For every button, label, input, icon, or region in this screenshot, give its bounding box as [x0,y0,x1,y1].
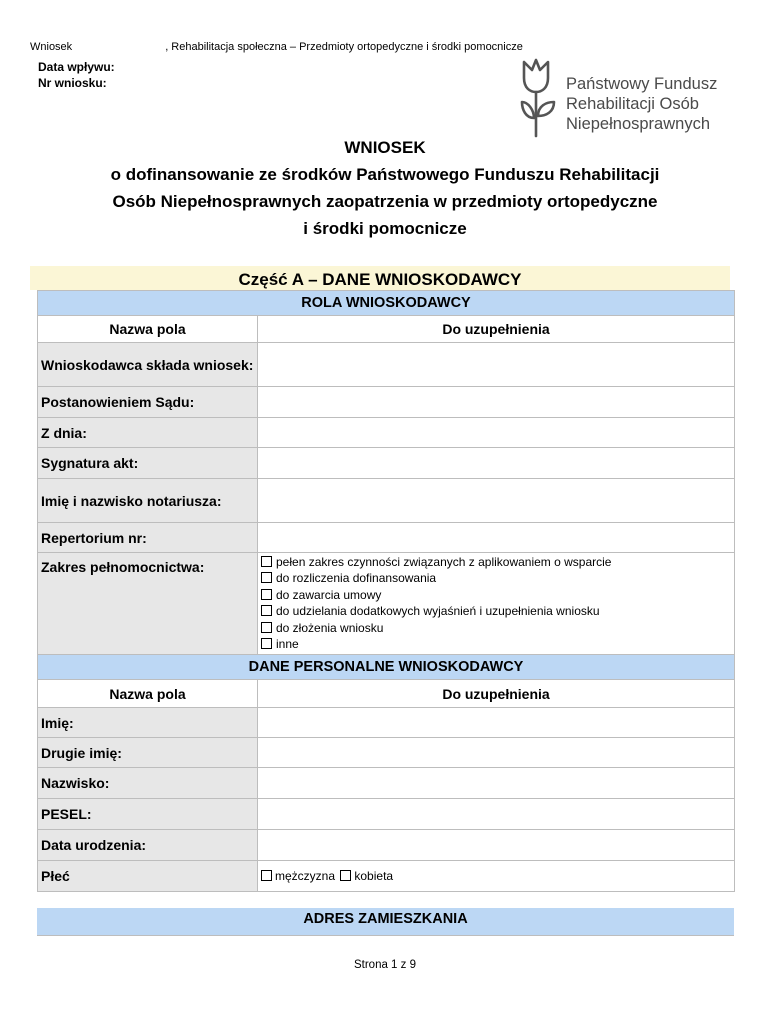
case-number-field[interactable] [258,448,735,479]
power-of-attorney-label: Zakres pełnomocnictwa: [38,553,258,657]
checkbox-icon[interactable] [261,589,272,600]
date-label: Z dnia: [38,418,258,448]
checkbox-icon[interactable] [261,572,272,583]
pesel-label: PESEL: [38,799,258,830]
pfron-logo [514,56,734,140]
form-name: Wniosek [30,41,73,53]
column-header-value: Do uzupełnienia [258,316,735,343]
gender-option-female[interactable] [338,869,393,883]
gender-female-label: kobieta [354,869,394,883]
pesel-field[interactable] [258,799,735,830]
scope-option[interactable] [261,636,731,652]
gender-label: Płeć [38,861,258,892]
checkbox-icon[interactable] [261,556,272,567]
notary-name-field[interactable] [258,479,735,523]
column-header-field: Nazwa pola [38,680,258,708]
applicant-submits-label: Wnioskodawca składa wniosek: [38,343,258,387]
second-name-label: Drugie imię: [38,738,258,768]
scope-option[interactable] [261,620,731,636]
birth-date-field[interactable] [258,830,735,861]
title-line-2: o dofinansowanie ze środków Państwowego Funduszu Rehabilitacji [110,165,660,184]
checkbox-icon[interactable] [340,870,351,881]
date-received-label: Data wpływu: [38,60,115,74]
document-title [0,134,770,242]
first-name-field[interactable] [258,708,735,738]
personal-data-table [37,654,735,892]
scope-option-label: do udzielania dodatkowych wyjaśnień i uzupełnienia wniosku [276,604,600,619]
first-name-label: Imię: [38,708,258,738]
scope-option[interactable] [261,603,731,619]
case-number-label: Sygnatura akt: [38,448,258,479]
checkbox-icon[interactable] [261,605,272,616]
court-decision-field[interactable] [258,387,735,418]
scope-option-label: inne [276,637,299,652]
logo-line-3: Niepełnosprawnych [566,115,710,133]
scope-option[interactable] [261,554,731,570]
part-a-title: Część A – DANE WNIOSKODAWCY [30,266,730,290]
title-line-1: WNIOSEK [344,138,426,157]
repertory-number-label: Repertorium nr: [38,523,258,553]
personal-band: DANE PERSONALNE WNIOSKODAWCY [38,655,735,680]
column-header-field: Nazwa pola [38,316,258,343]
gender-male-label: mężczyzna [275,869,336,883]
second-name-field[interactable] [258,738,735,768]
column-header-value: Do uzupełnienia [258,680,735,708]
role-table [37,290,735,657]
surname-label: Nazwisko: [38,768,258,799]
application-number-label: Nr wniosku: [38,76,107,90]
gender-options [258,861,735,892]
document-header [30,41,523,53]
power-of-attorney-options [258,553,735,657]
scope-option-label: pełen zakres czynności związanych z aplikowaniem o wsparcie [276,555,612,569]
logo-line-1: Państwowy Fundusz [566,75,718,93]
applicant-submits-field[interactable] [258,343,735,387]
program-name: , Rehabilitacja społeczna – Przedmioty ortopedyczne i środki pomocnicze [165,41,523,53]
gender-option-male[interactable] [261,869,335,883]
checkbox-icon[interactable] [261,870,272,881]
scope-option-label: do rozliczenia dofinansowania [276,571,437,586]
scope-option[interactable] [261,587,731,603]
surname-field[interactable] [258,768,735,799]
title-line-3: Osób Niepełnosprawnych zaopatrzenia w przedmioty ortopedyczne [112,192,658,211]
role-band: ROLA WNIOSKODAWCY [38,291,735,316]
tulip-icon [514,56,562,140]
scope-option[interactable] [261,570,731,586]
page-number: Strona 1 z 9 [353,959,416,971]
checkbox-icon[interactable] [261,622,272,633]
notary-name-label: Imię i nazwisko notariusza: [38,479,258,523]
logo-text [566,74,717,134]
court-decision-label: Postanowieniem Sądu: [38,387,258,418]
birth-date-label: Data urodzenia: [38,830,258,861]
repertory-number-field[interactable] [258,523,735,553]
date-field[interactable] [258,418,735,448]
checkbox-icon[interactable] [261,638,272,649]
logo-line-2: Rehabilitacji Osób [566,95,699,113]
address-band: ADRES ZAMIESZKANIA [37,908,734,936]
scope-option-label: do złożenia wniosku [276,620,384,635]
scope-option-label: do zawarcia umowy [276,587,382,602]
title-line-4: i środki pomocnicze [303,219,467,238]
